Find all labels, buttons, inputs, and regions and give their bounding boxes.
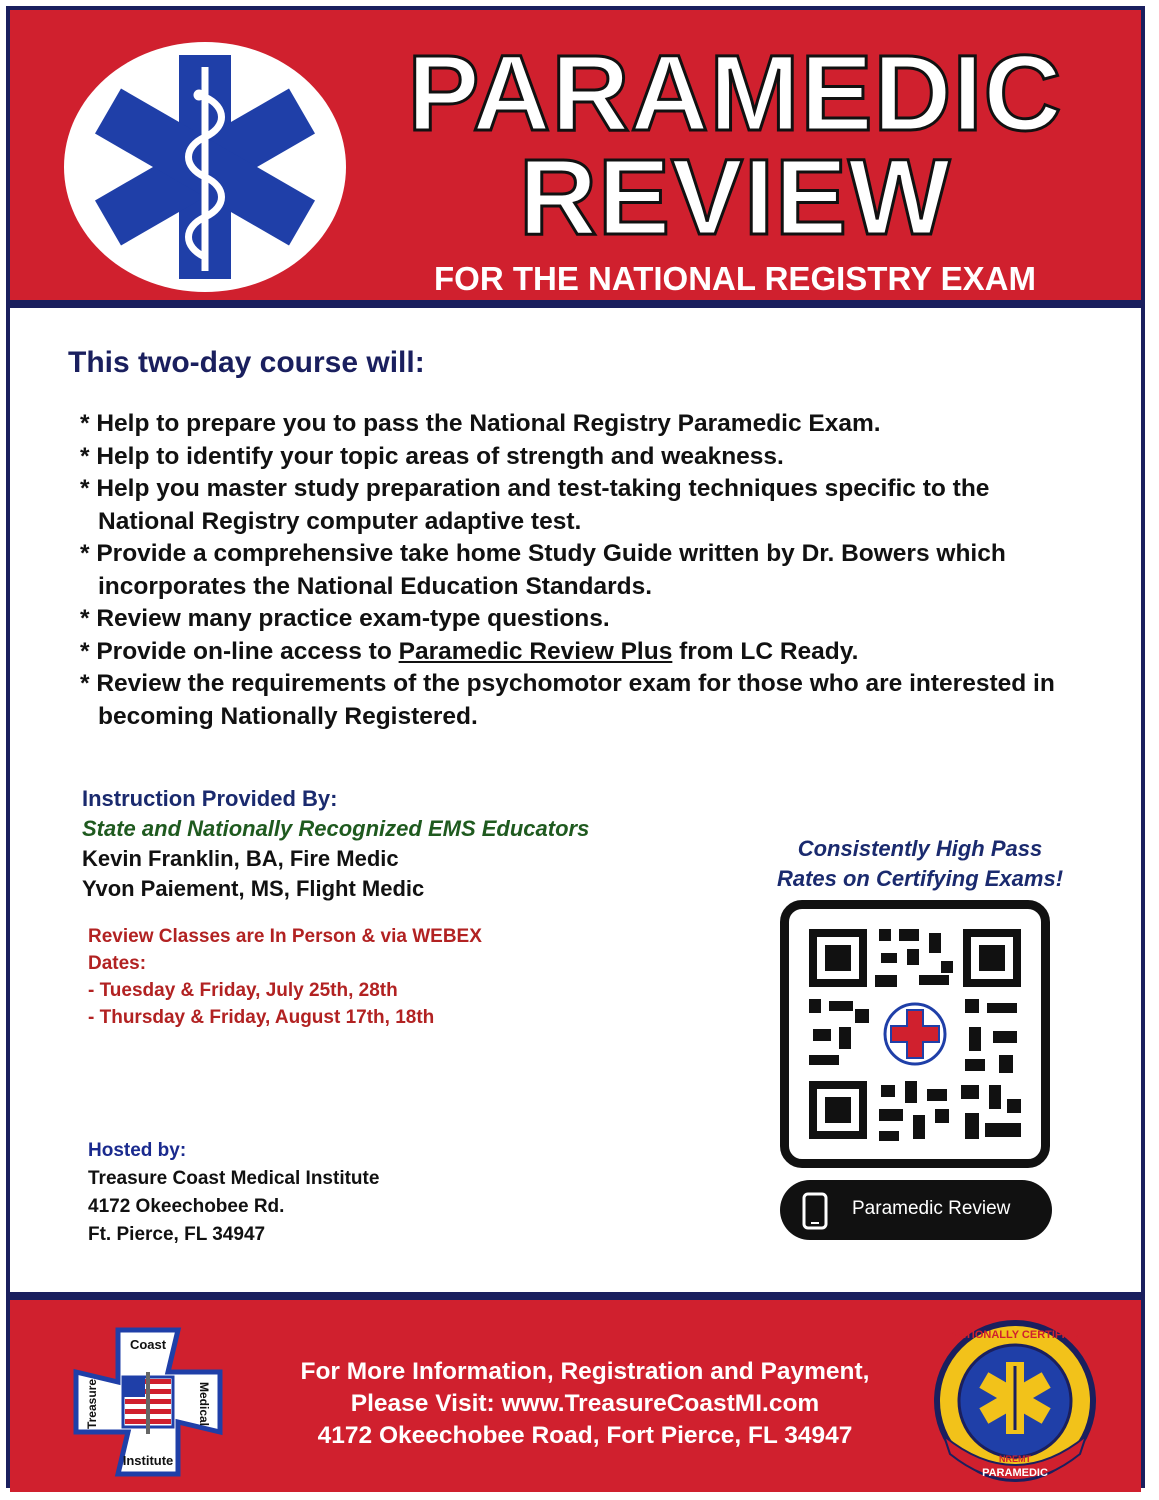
instructor-name: Kevin Franklin, BA, Fire Medic [82,846,399,871]
logo-text: Institute [122,1453,174,1468]
logo-text: Medical [197,1381,211,1427]
logo-text: Coast [129,1337,167,1352]
tcmi-maltese-cross-logo [68,1322,228,1482]
course-bullet: * Help to identify your topic areas of strength and weakness. [80,442,784,470]
qr-code[interactable] [780,900,1050,1168]
logo-text: Treasure [85,1378,99,1430]
course-bullet: * Review many practice exam-type questions. [80,605,610,632]
qr-code-pattern [789,909,1041,1159]
instruction-subtitle: State and Nationally Recognized EMS Educators [82,816,590,841]
page-title-line2: REVIEW [518,136,952,257]
footer-address: 4172 Okeechobee Road, Fort Pierce, FL 34947 [317,1422,853,1449]
class-mode: Review Classes are In Person & via WEBEX [88,926,482,947]
course-bullet-online [80,636,1080,669]
host-name: Treasure Coast Medical Institute [88,1168,380,1189]
phone-icon [802,1192,828,1230]
page-subtitle: FOR THE NATIONAL REGISTRY EXAM [434,260,1036,297]
hosted-by-label: Hosted by: [88,1140,187,1161]
qr-caption-label: Paramedic Review [852,1198,1011,1219]
course-bullet: * Review the requirements of the psychomotor exam for those who are interested in becoming Nationally Registered. [80,670,1055,730]
pass-rate-line: Consistently High Pass [797,836,1043,861]
page-title-line1: PARAMEDIC [407,32,1063,153]
footer-line: For More Information, Registration and Payment, [300,1358,870,1385]
header-banner [10,10,1141,308]
host-street: 4172 Okeechobee Rd. [88,1196,285,1217]
course-bullet: * Help to prepare you to pass the National Registry Paramedic Exam. [80,410,881,437]
logo-text: NATIONALLY CERTIFIED [950,1329,1080,1341]
dates-label: Dates: [88,953,147,974]
star-of-life-badge [64,42,346,292]
instruction-label: Instruction Provided By: [82,786,338,811]
course-bullet: * Provide a comprehensive take home Study Guide written by Dr. Bowers which incorporates the National Education Standards. [80,540,1006,600]
course-bullet: * Help you master study preparation and test-taking techniques specific to the National Registry computer adaptive test. [80,475,990,535]
qr-caption-pill[interactable] [780,1180,1052,1240]
course-bullet-list [80,408,1080,733]
host-city: Ft. Pierce, FL 34947 [88,1224,266,1245]
pass-rate-line: Rates on Certifying Exams! [776,866,1064,891]
nremt-paramedic-patch-logo [930,1316,1100,1486]
star-of-life-icon [64,42,346,292]
online-bullet-suffix: from LC Ready. [672,637,859,665]
logo-text: NREMT [999,1454,1031,1464]
class-date: - Thursday & Friday, August 17th, 18th [88,1007,435,1028]
logo-text: PARAMEDIC [982,1467,1048,1479]
footer-banner [10,1292,1141,1492]
pass-rate-callout [740,834,1100,894]
instructor-name: Yvon Paiement, MS, Flight Medic [82,876,425,901]
course-intro: This two-day course will: [68,346,425,379]
footer-website[interactable]: Please Visit: www.TreasureCoastMI.com [350,1390,820,1417]
class-date: - Tuesday & Friday, July 25th, 28th [88,980,398,1001]
paramedic-review-plus-link[interactable]: Paramedic Review Plus [398,637,673,665]
online-bullet-prefix: * Provide on-line access to [80,637,399,665]
